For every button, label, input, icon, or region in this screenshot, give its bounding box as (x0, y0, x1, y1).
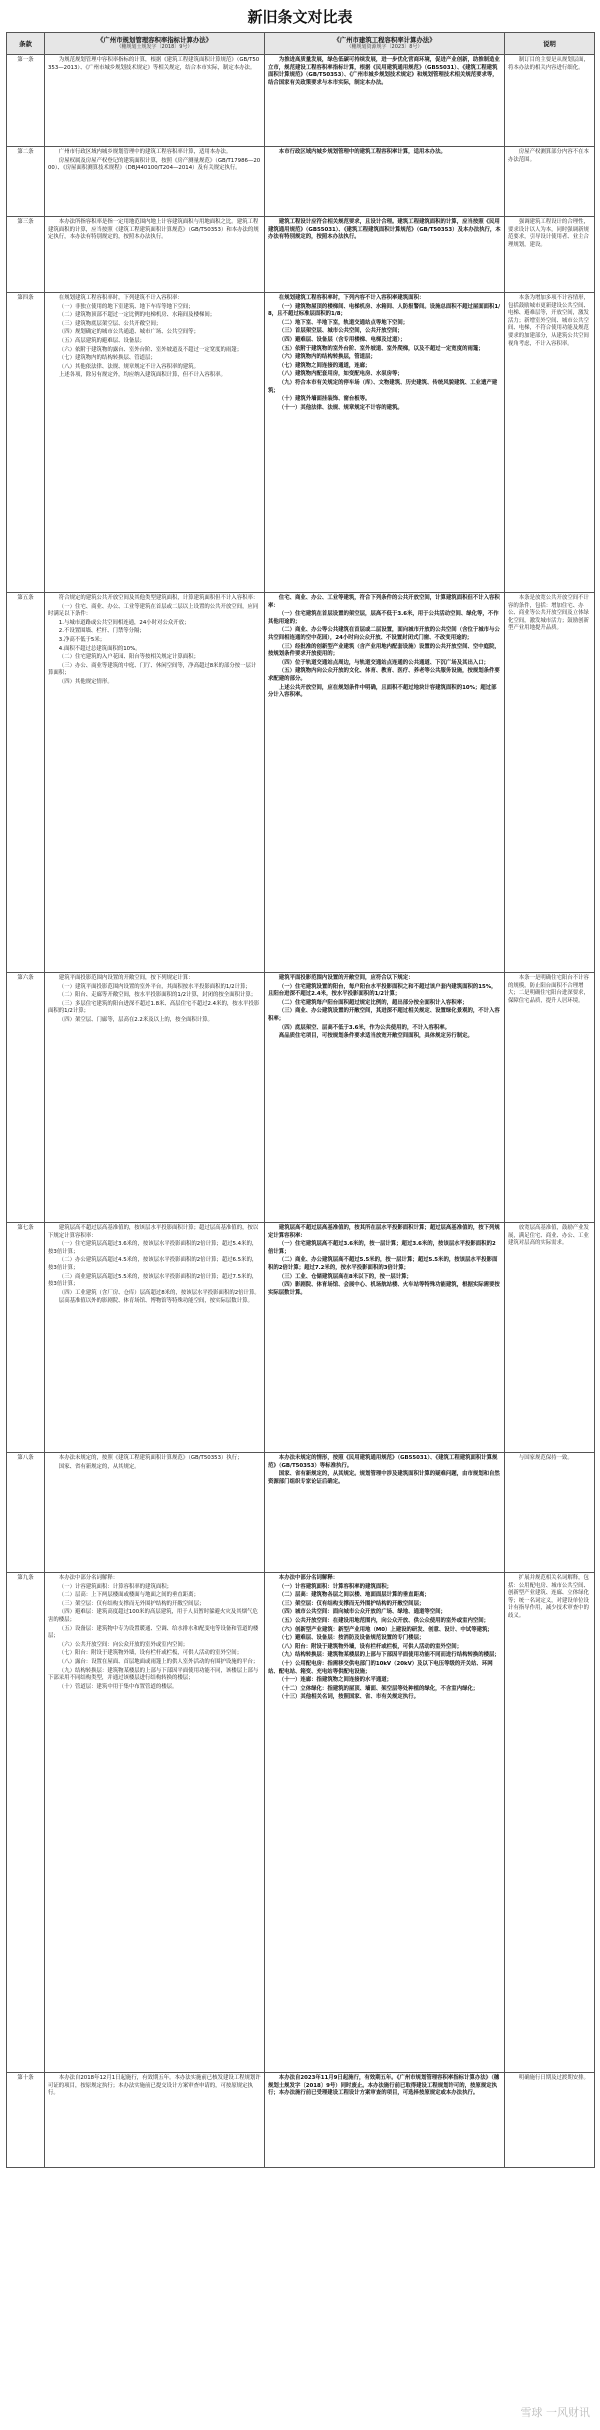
old-paragraph: （八）露台：设置在屋面、首层地面或雨篷上的供人室外活动的有围护设施的平台； (58, 1658, 259, 1665)
old-paragraph: （十）管道层：建筑中用于集中布置管道的楼层。 (58, 1683, 178, 1690)
new-paragraph: （五）依附于建筑物的室外台阶、室外坡道、室外爬梯，以及不超过一定宽度的雨篷； (278, 345, 484, 352)
table-row (7, 1223, 595, 1453)
note-cell (505, 217, 595, 293)
new-paragraph: （五）公共开放空间：在建设用地范围内，向公众开放、供公众使用的室外或室内空间； (278, 1617, 490, 1624)
article-number: 第七条 (7, 1223, 45, 1453)
header-old (45, 33, 265, 55)
old-paragraph: 广州市行政区域内城乡规划管理中的建筑工程容积率计算，适用本办法。 (58, 149, 232, 155)
article-number: 第六条 (7, 973, 45, 1223)
note-cell (505, 55, 595, 147)
header-old-sub: （穗规划土规发字〔2018〕9号） (116, 44, 193, 50)
old-paragraph: 建筑层高不超过层高基准值的，按该层水平投影面积计算；超过层高基准值的，按以下规定计算容积率： (48, 1225, 259, 1239)
table-row (7, 217, 595, 293)
note-paragraph: 明确施行日期及过渡期安排。 (518, 2075, 589, 2081)
table-row (7, 147, 595, 217)
new-paragraph: （一）住宅建筑层高不超过3.6米的，按一层计算；超过3.6米的，按该层水平投影面积的2倍计算； (268, 1241, 496, 1255)
new-paragraph: （三）架空层：仅有结构支撑而无外围护结构的开敞空间层； (278, 1600, 425, 1607)
new-paragraph: （七）避难层、设备层：按消防及设备规范设置的专门楼层； (278, 1635, 425, 1642)
old-paragraph: 本办法未规定的，按照《建筑工程建筑面积计算规范》（GB/T50353）执行； (58, 1455, 243, 1461)
header-article: 条款 (7, 33, 45, 55)
old-text-cell (45, 1223, 265, 1453)
note-paragraph: 强调建筑工程设计的合理性，要求设计以人为本，同时强调新规范要求，引导设计使用者、业主合理规划，建设。 (508, 219, 589, 248)
header-new-title: 《广州市建筑工程容积率计算办法》 (333, 36, 436, 44)
old-paragraph: （八）其他依法律、法规、规章规定不计入容积率的建筑。 (58, 363, 199, 370)
new-text-cell (265, 147, 505, 217)
article-number: 第五条 (7, 593, 45, 973)
header-new (265, 33, 505, 55)
new-paragraph: （十三）其他相关名词，按照国家、省、市有关规定执行。 (278, 1694, 419, 1701)
old-text-cell (45, 293, 265, 593)
note-paragraph: 本条为增加多项不计容情形，包括鼓励城市更新建设公共空间、电梯、避难层等，开放空间，激发活力；新增室外空间、城市公共空间、电梯，不符合使用功能及规范要求的加建部分，从建筑公共空间视角考虑，不计入容积率。 (508, 295, 589, 347)
old-text-cell (45, 217, 265, 293)
new-text-cell (265, 973, 505, 1223)
note-paragraph: 扩展并规范相关名词解释，包括：公用配电房、城市公共空间、创新型产业建筑、连廊、立体绿化等；统一名词定义，对建设单位设计有指导作用，减少技术审查中的歧义。 (508, 1575, 589, 1619)
article-number: 第十条 (7, 2073, 45, 2168)
new-paragraph: 国家、省有新规定的，从其规定。规划管理中涉及建筑面积计算的疑难问题，由市规划和自然资源部门组织专家论证后确定。 (268, 1471, 500, 1485)
old-text-cell (45, 55, 265, 147)
header-old-title: 《广州市规划管理容积率指标计算办法》 (96, 36, 213, 44)
note-cell (505, 1223, 595, 1453)
old-paragraph: （二）阳台、走廊等开敞空间，按水平投影面积的1/2计算，封闭的按全面积计算； (58, 992, 257, 999)
old-paragraph: （九）结构转换层：建筑物某楼层的上部与下部因平面使用功能不同，该楼层上部与下部采用不同结构类型，并通过该楼层进行结构转换的楼层； (48, 1667, 259, 1682)
old-paragraph: （三）建筑物底层架空层、公共开敞空间； (58, 320, 162, 327)
table-row (7, 293, 595, 593)
old-paragraph: （三）商业建筑层高超过5.5米的，按该层水平投影面积的2倍计算；超过7.5米的，按3倍计算； (48, 1273, 258, 1288)
article-number: 第九条 (7, 1573, 45, 2073)
new-paragraph: （一）建筑物屋顶的楼梯间、电梯机房、水箱间、人防报警间。设施总面积不超过屋面面积1/8，且不超过标准层面积的1/8； (268, 303, 501, 318)
new-paragraph: （六）建筑物内的结构转换层，管道层； (278, 354, 376, 361)
new-paragraph: （二）商业、办公建筑层高不超过5.5米的，按一层计算；超过5.5米的，按该层水平投影面积的2倍计算；超过7.2米的，按水平投影面积的3倍计算； (268, 1257, 498, 1271)
old-text-cell (45, 1453, 265, 1573)
new-paragraph: （四）城市公共空间：面向城市公众开放的广场、绿地、通道等空间； (278, 1609, 446, 1616)
new-paragraph: （九）符合本市有关规定的停车场（库）、文物建筑、历史建筑、传统风貌建筑、工业遗产建筑； (268, 379, 498, 394)
table-row (7, 1453, 595, 1573)
old-paragraph: （三）办公、商业等建筑的中庭、门厅、休闲空间等，净高超过8米的部分按一层计算面积； (48, 662, 257, 677)
note-cell (505, 973, 595, 1223)
old-paragraph: 上述各项，除另有规定外，均应纳入建筑面积计算，但不计入容积率。 (58, 372, 226, 379)
new-paragraph: 高品质住宅项目，可按规划条件要求适当放宽开敞空间面积，具体规定另行制定。 (278, 1033, 473, 1040)
new-paragraph: 住宅、商业、办公、工业等建筑，符合下列条件的公共开放空间，计算建筑面积但不计入容积率： (268, 595, 500, 609)
old-text-cell (45, 147, 265, 217)
old-paragraph: （一）计容建筑面积：计算容积率的建筑面积； (58, 1583, 173, 1590)
comparison-table (6, 32, 595, 2168)
note-paragraph: 放宽层高基准值，鼓励产业发展，满足住宅、商业、办公、工业建筑对层高的实际需求。 (508, 1225, 589, 1247)
old-paragraph: （三）多层住宅建筑的阳台进深不超过1.8米、高层住宅不超过2.4米的，按水平投影面积的1/2计算； (48, 1000, 260, 1015)
new-paragraph: 本办法中部分名词解释： (278, 1575, 339, 1581)
new-paragraph: （七）建筑物之间连接的通道，连廊； (278, 362, 371, 369)
old-paragraph: （四）工业建筑（含厂房、仓库）层高超过8米的，按该层水平投影面积的2倍计算。 (58, 1289, 260, 1296)
old-paragraph: （六）依附于建筑物的露台、室外台阶、室外坡道及不超过一定宽度的雨篷； (58, 346, 243, 353)
new-paragraph: （二）住宅建筑每户阳台面积超过规定比例的，超出部分按全面积计入容积率； (278, 999, 468, 1006)
old-paragraph: （一）建筑平面投影范围内设置的室外平台，其面积按水平投影面积的1/2计算； (58, 983, 251, 990)
old-text-cell (45, 973, 265, 1223)
note-paragraph: 房屋产权测算部分内容不在本办法范围。 (508, 149, 589, 163)
new-paragraph: 在规划建筑工程容积率时，下列内容不计入容积率建筑面积： (278, 295, 425, 301)
old-paragraph: 本办法自2018年12月1日起施行，有效期五年。本办法实施前已核发建设工程规划许可证的项目，按原规定执行；本办法实施前已提交设计方案审查申请的，可按原规定执行。 (48, 2075, 261, 2097)
old-paragraph: 房屋权属及房屋产权登记的建筑面积计算，按照《房产测量规范》（GB/T17986—2000）、《房屋面积测算技术规程》（DBJ440100/T204—2014）及有关规定执行。 (48, 157, 261, 172)
old-paragraph: 本办法中部分名词解释： (58, 1575, 119, 1581)
new-paragraph: （十）公用配电房：指需移交供电部门的10kV（20kV）及以下电压等级的开关站、环网站、配电站、箱变、充电站等供配电设施； (268, 1660, 493, 1675)
old-paragraph: （一）住宅、商业、办公、工业等建筑在首层或二层以上设置的公共开放空间，应同时满足以下条件： (48, 603, 259, 618)
new-text-cell (265, 1223, 505, 1453)
old-paragraph: 国家、省有新规定的，从其规定。 (58, 1463, 140, 1470)
table-row (7, 593, 595, 973)
article-number: 第四条 (7, 293, 45, 593)
old-paragraph: （二）建筑物顶部不超过一定比例的电梯机房、水箱间及楼梯间； (58, 312, 216, 319)
new-paragraph: （八）建筑物内配套用房，如变配电房、水泵房等； (278, 371, 403, 378)
new-paragraph: 建筑平面投影范围内设置的开敞空间，应符合以下规定： (278, 975, 414, 981)
old-paragraph: 本办法所指容积率是指一定用地范围内地上计容建筑面积与用地面积之比。建筑工程建筑面积的计算，应当按照《建筑工程建筑面积计算规范》（GB/T50353）和本办法的规定执行，本办法有特别规定的，按照本办法执行。 (48, 219, 259, 241)
new-paragraph: （二）地下室、半地下室，轨道交通站点等地下空间； (278, 319, 409, 326)
header-new-sub: （穗规划资源规字〔2023〕8号） (346, 44, 423, 50)
old-paragraph: （五）设备层：建筑物中专为设置暖通、空调、给水排水和配变电等设备和管道的楼层； (48, 1625, 259, 1640)
old-paragraph: （一）住宅建筑层高超过3.6米的，按该层水平投影面积的2倍计算；超过5.4米的，按3倍计算； (48, 1241, 258, 1255)
new-text-cell (265, 55, 505, 147)
new-paragraph: 本市行政区域内城乡规划管理中的建筑工程容积率计算，适用本办法。 (278, 149, 446, 155)
old-paragraph: 3.净高不低于5米； (58, 636, 106, 643)
new-text-cell (265, 2073, 505, 2168)
new-paragraph: （二）商业、办公等公共建筑在首层或二层设置，面向城市开放的公共空间（含位于城市与公共空间相连通的空中花园），24小时向公众开放、不设置封闭式门窗、不改变用途的； (268, 627, 500, 641)
table-row (7, 973, 595, 1223)
note-cell (505, 293, 595, 593)
note-cell (505, 147, 595, 217)
watermark: 雪球 一风财讯 (520, 2406, 590, 2419)
old-paragraph: 1.与城市道路或公共空间相连通，24小时对公众开放； (58, 619, 190, 626)
old-paragraph: （四）避难层：建筑高度超过100米的高层建筑，用于人员暂时躲避火灾及其烟气危害的楼层； (48, 1609, 258, 1623)
note-cell (505, 1453, 595, 1573)
old-paragraph: 为规范规划管理中容积率指标的计算，根据《建筑工程建筑面积计算规范》（GB/T50353—2013）、《广州市城乡规划技术规定》等相关规定，结合本市实际，制定本办法。 (48, 57, 260, 71)
new-paragraph: （二）层高：建筑物各层之间以楼、地面面层计算的垂直距离； (278, 1592, 430, 1599)
new-paragraph: （四）避难层、设备层（含专用楼梯、电梯及过道）； (278, 336, 406, 343)
old-paragraph: 建筑平面投影范围内设置的开敞空间，按下列规定计算： (58, 975, 194, 981)
new-paragraph: （十二）立体绿化：指建筑的屋顶、墙面、架空层等处种植的绿化，不含室内绿化； (278, 1685, 479, 1692)
old-paragraph: （七）建筑物内的结构转换层、管道层； (58, 355, 156, 362)
new-text-cell (265, 1453, 505, 1573)
new-paragraph: （十一）连廊：指建筑物之间连接的水平通道； (278, 1677, 393, 1684)
new-text-cell (265, 593, 505, 973)
old-paragraph: （二）层高：上下两层楼面或楼面与地面之间的垂直距离； (58, 1592, 199, 1599)
new-paragraph: （三）商业、办公建筑设置的开敞空间，其进深不超过相关规定、设置绿化景观的，不计入容积率； (268, 1008, 500, 1022)
article-number: 第一条 (7, 55, 45, 147)
note-cell (505, 593, 595, 973)
old-paragraph: （五）高层建筑的避难层、设备层； (58, 337, 146, 344)
old-paragraph: （四）其他规定情形。 (58, 678, 113, 685)
table-header-row (7, 33, 595, 55)
new-paragraph: （一）计容建筑面积：计算容积率的建筑面积； (278, 1583, 393, 1590)
article-number: 第三条 (7, 217, 45, 293)
new-paragraph: （三）经批准的创新型产业建筑（含产业用地内配套设施）设置的公共开放空间、空中庭院，按规划条件要求开放使用的； (268, 643, 500, 658)
note-paragraph: 本条一是明确住宅阳台不计容的规模，防止阳台面积不合理增大；二是明确住宅阳台进深要求，保障住宅品质，提升人居环境。 (508, 975, 589, 1004)
new-paragraph: （十）建筑外墙面挂装饰、窗台板等。 (278, 396, 371, 403)
new-paragraph: 为推进高质量发展，绿色低碳可持续发展，进一步优化营商环境，促进产业创新，助推制造业立市，规范建设工程容积率指标计算，根据《民用建筑通用规范》（GB55031）、《建筑工程建筑面积计算规范》（GB/T50353）、《广州市城乡规划技术规定》和规划管理技术相关规范要求等，结合国家有关政策要求与本市实际，制定本办法。 (268, 57, 500, 86)
new-paragraph: （八）阳台：附设于建筑物外墙，设有栏杆或栏板，可供人活动的室外空间； (278, 1643, 463, 1650)
article-number: 第二条 (7, 147, 45, 217)
new-paragraph: （六）创新型产业建筑：新型产业用地（M0）上建设的研发、创意、设计、中试等建筑； (278, 1626, 493, 1633)
old-paragraph: （六）公共开放空间：向公众开放的室外或室内空间； (58, 1641, 189, 1648)
new-text-cell (265, 293, 505, 593)
new-text-cell (265, 217, 505, 293)
new-paragraph: （一）住宅建筑在首层设置的架空层，层高不低于3.6米，用于公共活动空间、绿化等，不作其他用途的； (268, 611, 499, 625)
new-paragraph: 本办法自2023年11月9日起施行，有效期五年。《广州市规划管理容积率指标计算办法》（穗规划土规发字〔2018〕9号）同时废止。本办法施行前已取得建设工程规划许可的，按原规定执行；本办法施行前已受理建设工程设计方案审查的项目，可选择按原规定或本办法执行。 (268, 2075, 500, 2097)
new-paragraph: 建筑层高不超过层高基准值的，按其所在层水平投影面积计算；超过层高基准值的，按下列规定计算容积率： (268, 1225, 500, 1239)
old-paragraph: 符合规定的建筑公共开放空间及其他类型建筑面积，计算建筑面积但不计入容积率： (58, 595, 259, 601)
new-paragraph: （四）底层架空、层高不低于3.6米，作为公共使用的，不计入容积率。 (278, 1024, 451, 1031)
new-text-cell (265, 1573, 505, 2073)
new-paragraph: 上述公共开放空间，应在规划条件中明确，且面积不超过地块计容建筑面积的10%；超过部分计入容积率。 (268, 684, 497, 699)
new-paragraph: （五）建筑物内向公众开放的文化、体育、教育、医疗、养老等公共服务设施，按规划条件要求配建的部分。 (268, 668, 500, 682)
page-title: 新旧条文对比表 (247, 8, 353, 26)
new-paragraph: （九）结构转换层：建筑物某楼层的上部与下部因平面使用功能不同而进行结构转换的楼层； (278, 1652, 500, 1659)
new-paragraph: 本办法未规定的情形，按照《民用建筑通用规范》（GB55031）、《建筑工程建筑面积计算规范》（GB/T50353）等标准执行。 (268, 1455, 498, 1469)
header-note: 说明 (505, 33, 595, 55)
new-paragraph: （三）工业、仓储建筑层高在8米以下的，按一层计算； (278, 1273, 412, 1280)
table-body (7, 55, 595, 2168)
old-paragraph: （一）非独立使用的地下室建筑、地下车库等地下空间； (58, 303, 194, 310)
new-paragraph: 建筑工程设计应符合相关规范要求，且设计合理。建筑工程建筑面积的计算，应当按照《民用建筑通用规范》（GB55031）、《建筑工程建筑面积计算规范》（GB/T50353）及本办法执行，本办法有特别规定的，按照本办法执行。 (268, 219, 501, 241)
new-paragraph: （十一）其他法律、法规、规章规定不计容的建筑。 (278, 404, 403, 411)
old-paragraph: 4.面积不超过总建筑面积的10%。 (58, 645, 141, 652)
table-row (7, 2073, 595, 2168)
old-paragraph: （四）架空层、门廊等，层高在2.2米及以上的，按全面积计算。 (58, 1016, 213, 1023)
new-paragraph: （一）住宅建筑设置的阳台，每户阳台水平投影面积之和不超过该户套内建筑面积的15%，且阳台进深不超过2.4米，按水平投影面积的1/2计算； (268, 983, 497, 998)
old-text-cell (45, 2073, 265, 2168)
note-cell (505, 2073, 595, 2168)
new-paragraph: （四）影剧院、体育场馆、会展中心、机场航站楼、火车站等特殊功能建筑，根据实际需要按实际层数计算。 (268, 1282, 500, 1296)
old-paragraph: （四）规划确定的城市公共通道、城市广场、公共空间等； (58, 329, 199, 336)
old-paragraph: （二）办公建筑层高超过4.5米的，按该层水平投影面积的2倍计算；超过6.5米的，按3倍计算； (48, 1257, 258, 1271)
article-number: 第八条 (7, 1453, 45, 1573)
old-text-cell (45, 593, 265, 973)
table-row (7, 1573, 595, 2073)
new-paragraph: （四）位于轨道交通站点周边，与轨道交通站点连通的公共通道、下沉广场及其出入口； (278, 659, 490, 666)
old-paragraph: （七）阳台：附设于建筑物外墙，设有栏杆或栏板，可供人活动的室外空间； (58, 1650, 243, 1657)
old-paragraph: 在规划建筑工程容积率时，下列建筑不计入容积率： (58, 295, 183, 301)
old-paragraph: 层高基准值以外的影剧院、体育场馆、博物馆等特殊功能空间，按实际层数计算。 (58, 1298, 253, 1305)
old-paragraph: （三）架空层：仅有结构支撑而无外围护结构的开敞空间层； (58, 1600, 205, 1607)
table-row (7, 55, 595, 147)
old-paragraph: 2.不设置围墙、栏杆、门禁等分隔； (58, 628, 145, 635)
note-paragraph: 制订目的主要是从规划层面，将本办法的相关内容进行细化。 (508, 57, 589, 71)
note-paragraph: 与国家规范保持一致。 (518, 1455, 573, 1461)
old-text-cell (45, 1573, 265, 2073)
note-paragraph: 本条是放宽公共开放空间不计容的条件，包括：增加住宅、办公、商业等公共开放空间及立体绿化空间，激发城市活力；鼓励创新型产业用地提升品质。 (508, 595, 589, 632)
new-paragraph: （三）首层架空层、城市公共空间，公共开放空间； (278, 328, 403, 335)
note-cell (505, 1573, 595, 2073)
old-paragraph: （二）住宅建筑的入户花园、阳台等按相关规定计算面积； (58, 654, 199, 661)
